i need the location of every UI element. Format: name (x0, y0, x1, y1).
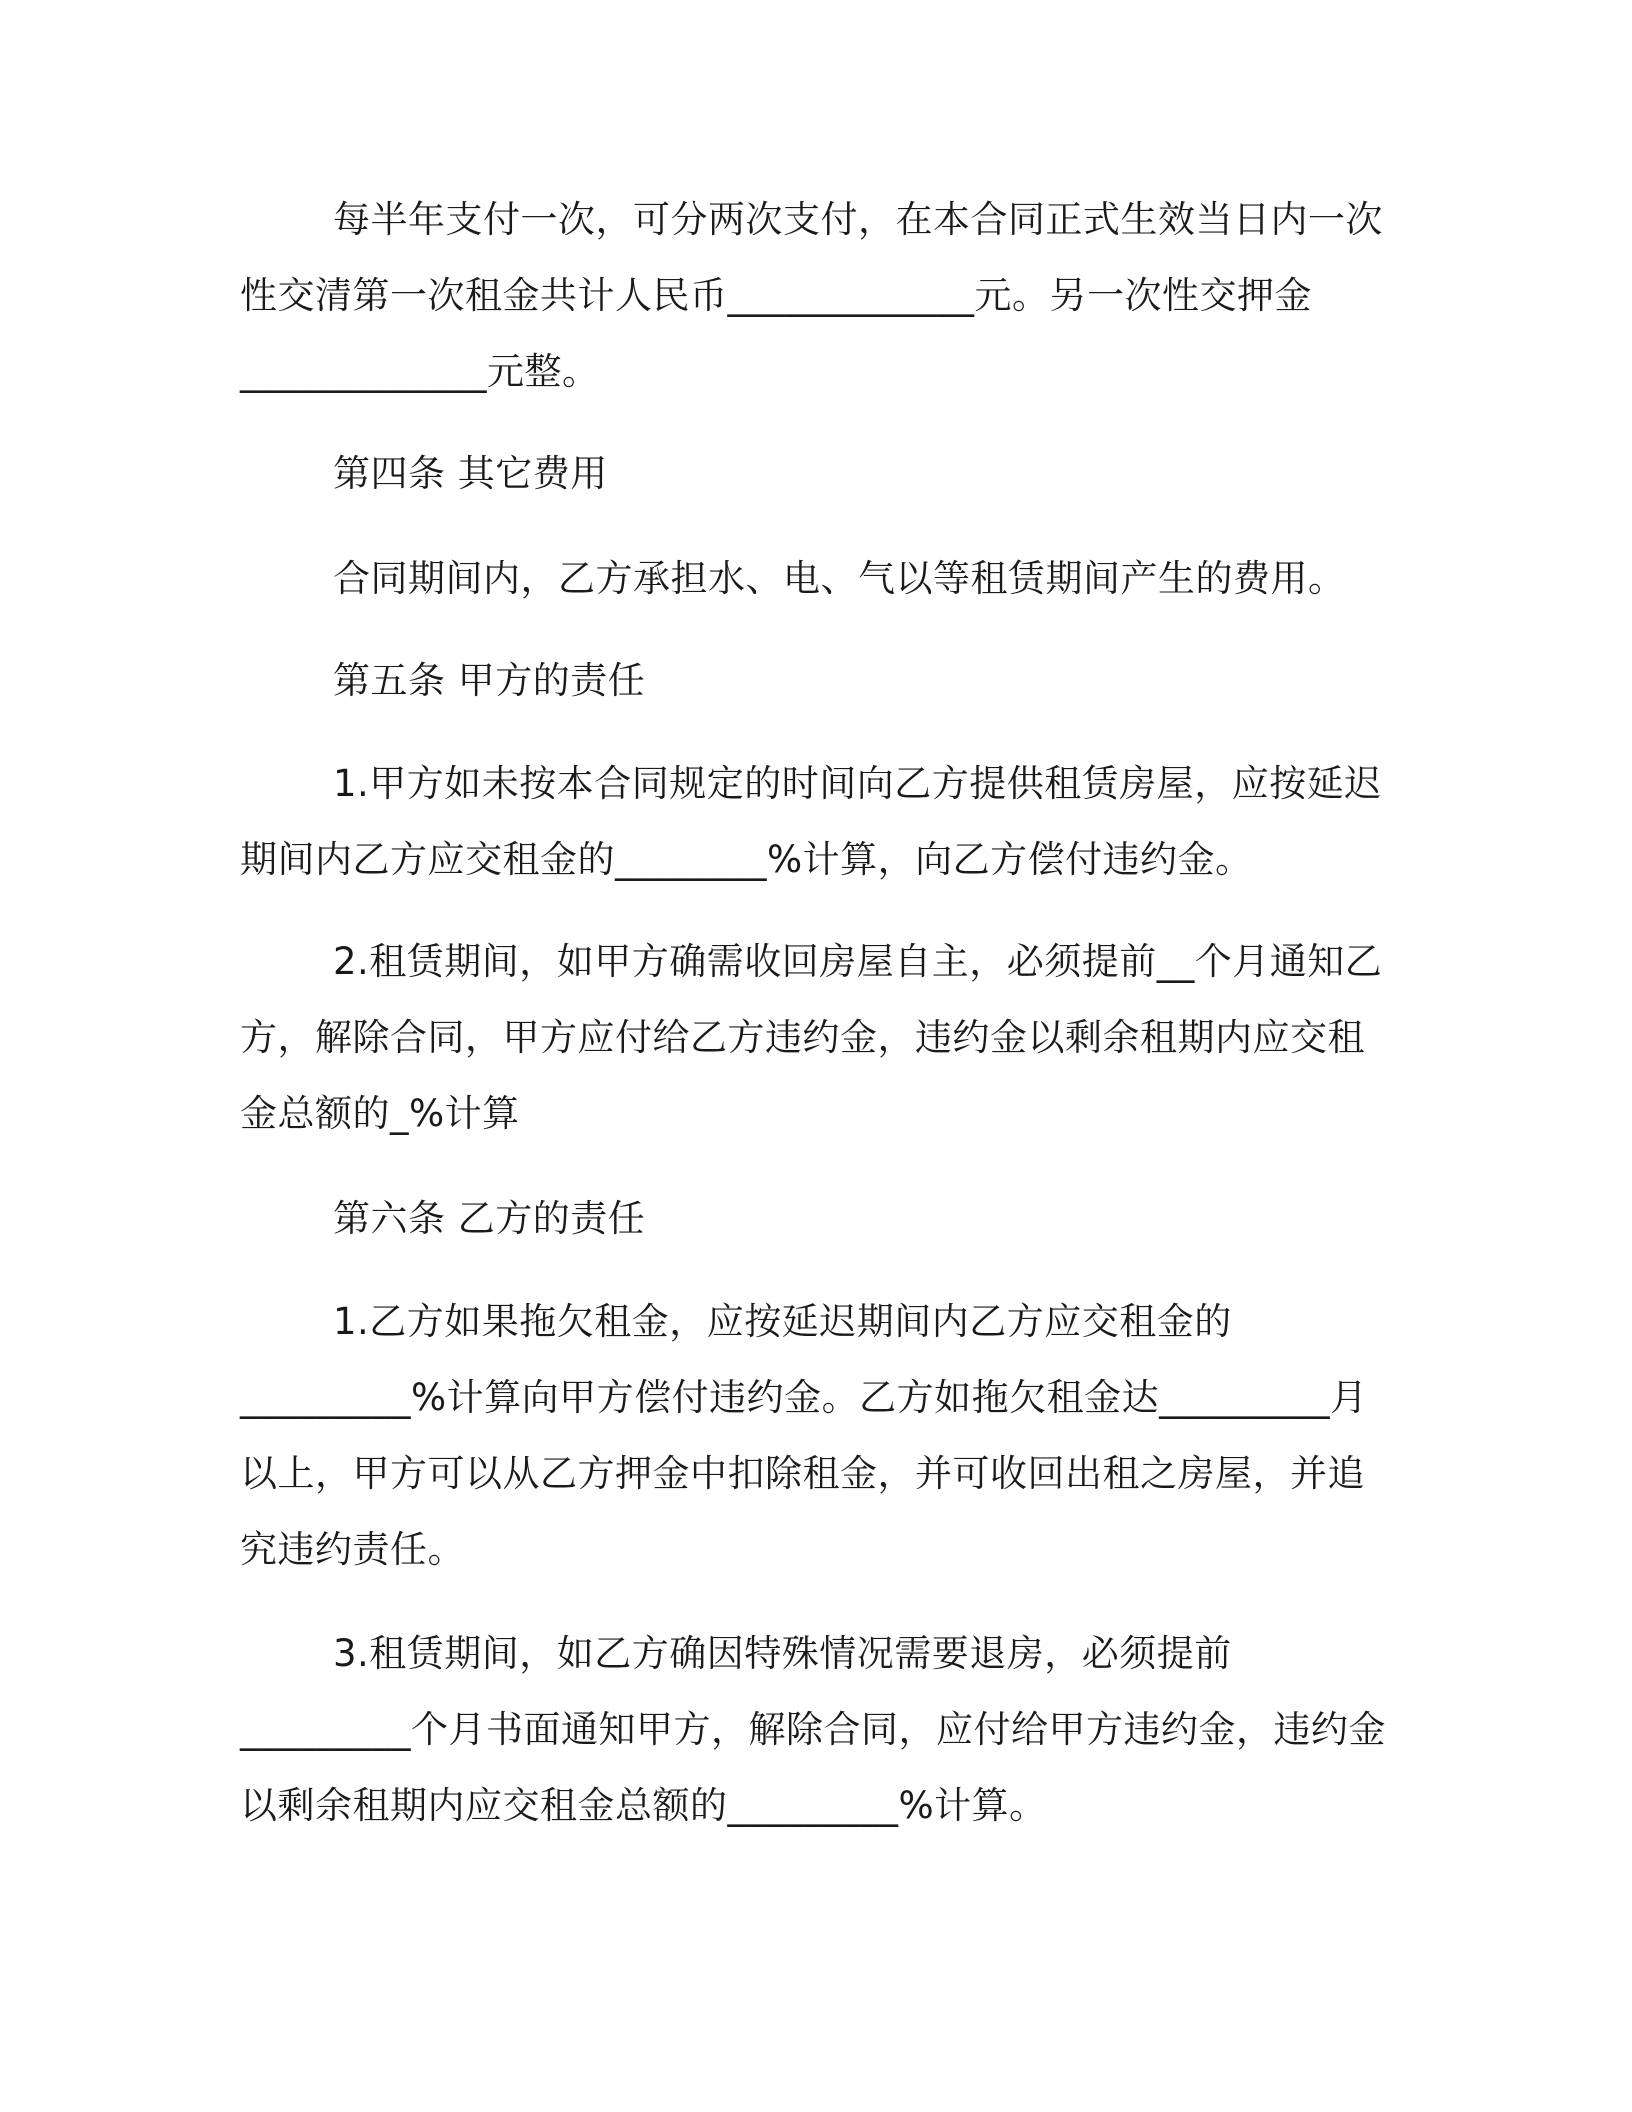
paragraph-line: 究违约责任。 (240, 1528, 465, 1571)
paragraph-line: 以剩余租期内应交租金总额的_________%计算。 (240, 1784, 1047, 1827)
paragraph-line: 2.租赁期间，如甲方确需收回房屋自主，必须提前__个月通知乙 (333, 940, 1383, 983)
paragraph-line: 1.乙方如果拖欠租金，应按延迟期间内乙方应交租金的 (333, 1300, 1232, 1343)
paragraph-line: 3.租赁期间，如乙方确因特殊情况需要退房，必须提前 (333, 1632, 1232, 1675)
paragraph-line: 方，解除合同，甲方应付给乙方违约金，违约金以剩余租期内应交租 (240, 1016, 1365, 1059)
paragraph-line: 期间内乙方应交租金的________%计算，向乙方偿付违约金。 (240, 838, 1253, 881)
paragraph-line: _________%计算向甲方偿付违约金。乙方如拖欠租金达_________月 (240, 1376, 1368, 1419)
paragraph-line: 每半年支付一次，可分两次支付，在本合同正式生效当日内一次 (333, 198, 1383, 241)
paragraph-line: 金总额的_%计算 (240, 1092, 520, 1135)
paragraph-line: 1.甲方如未按本合同规定的时间向乙方提供租赁房屋，应按延迟 (333, 762, 1382, 805)
paragraph-line: 合同期间内，乙方承担水、电、气以等租赁期间产生的费用。 (333, 557, 1346, 600)
paragraph-line: 以上，甲方可以从乙方押金中扣除租金，并可收回出租之房屋，并追 (240, 1452, 1365, 1495)
paragraph-line: _________个月书面通知甲方，解除合同，应付给甲方违约金，违约金 (240, 1708, 1386, 1751)
section-heading: 第五条 甲方的责任 (333, 659, 646, 702)
section-heading: 第四条 其它费用 (333, 452, 608, 495)
paragraph-line: 性交清第一次租金共计人民币_____________元。另一次性交押金 (240, 274, 1312, 317)
section-heading: 第六条 乙方的责任 (333, 1197, 646, 1240)
paragraph-line: _____________元整。 (240, 350, 600, 393)
